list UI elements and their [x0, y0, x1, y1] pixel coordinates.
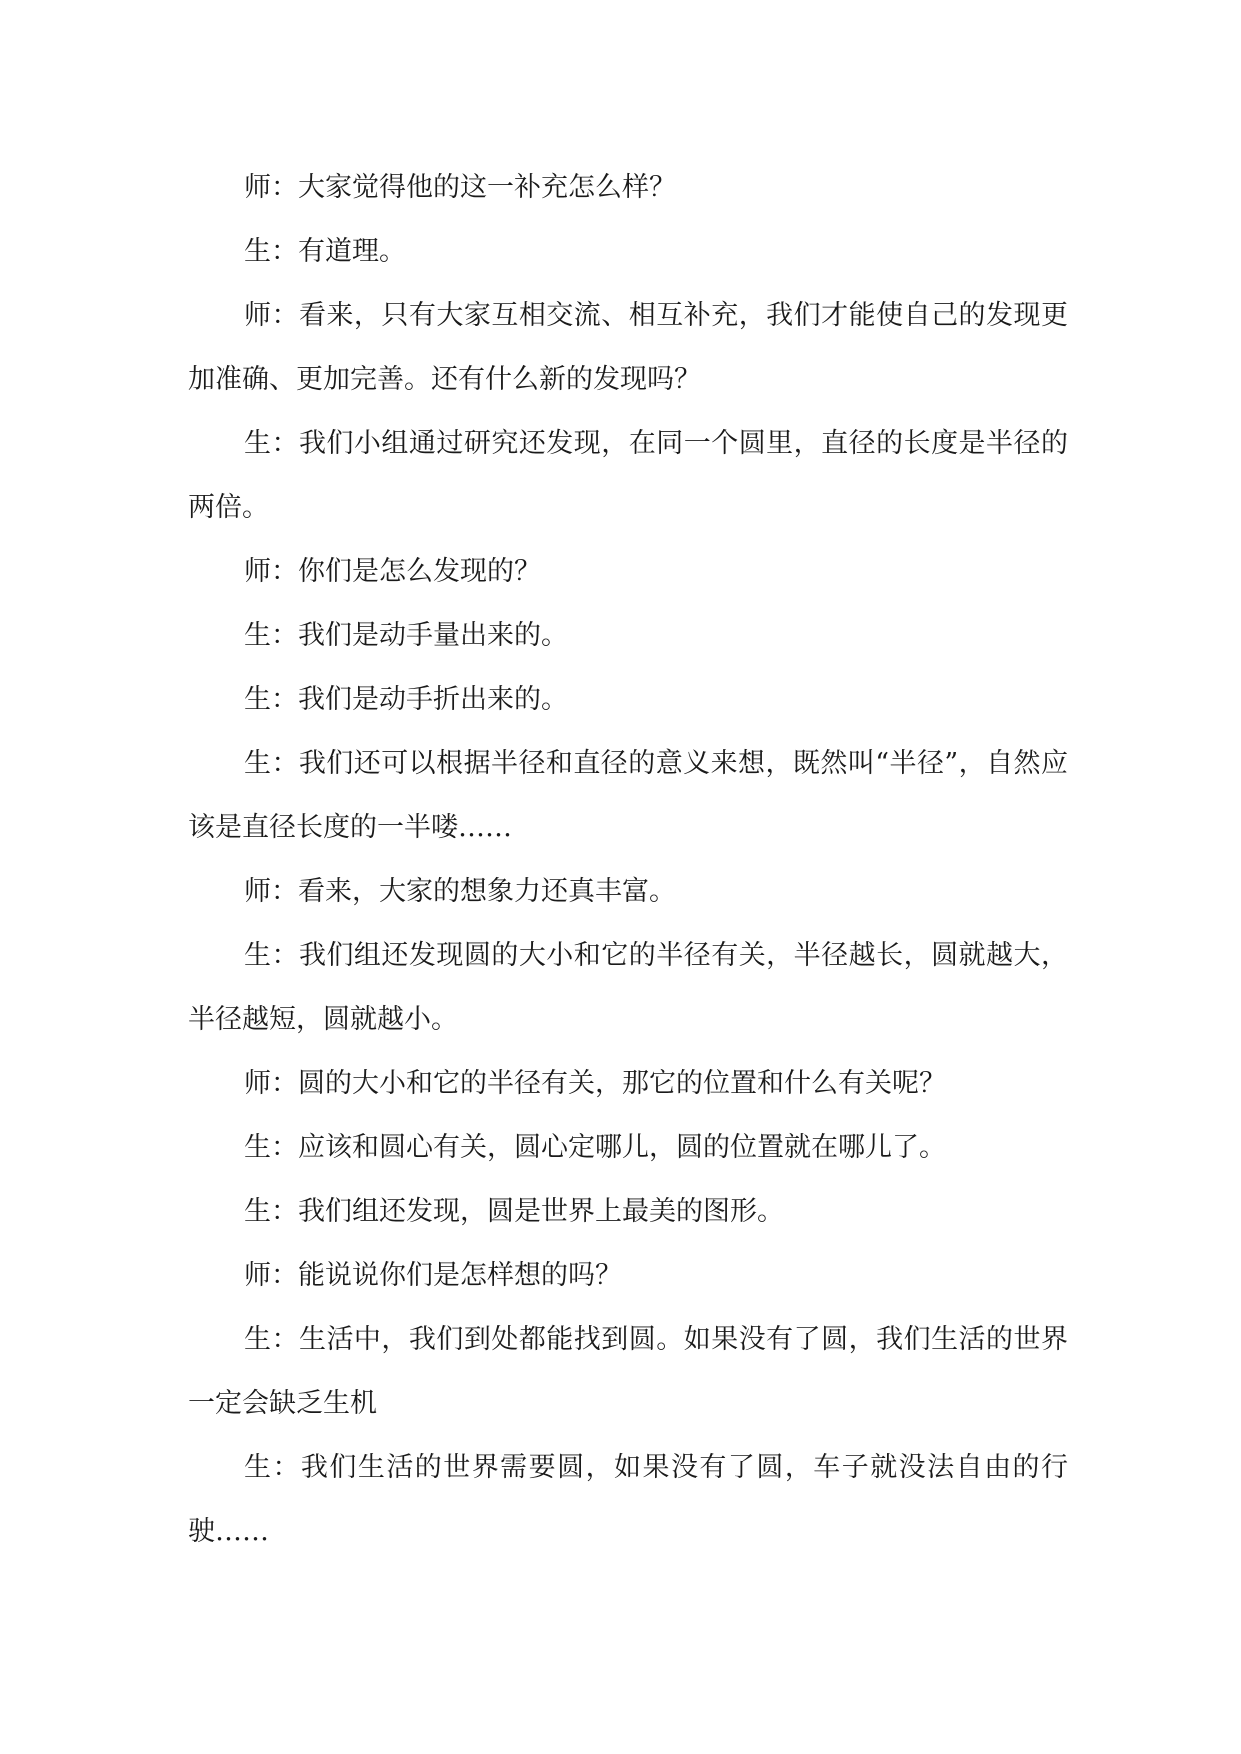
paragraph: 师：圆的大小和它的半径有关，那它的位置和什么有关呢？ — [244, 1068, 946, 1099]
paragraph: 师：看来，大家的想象力还真丰富。 — [244, 876, 676, 907]
paragraph: 生：有道理。 — [244, 236, 406, 267]
paragraph: 生：我们组还发现，圆是世界上最美的图形。 — [244, 1196, 784, 1227]
paragraph: 生：应该和圆心有关，圆心定哪儿，圆的位置就在哪儿了。 — [244, 1132, 946, 1163]
paragraph: 师：你们是怎么发现的？ — [244, 556, 541, 587]
paragraph: 师：大家觉得他的这一补充怎么样？ — [244, 172, 676, 203]
paragraph: 生：我们生活的世界需要圆，如果没有了圆，车子就没法自由的行驶…… — [188, 1452, 1068, 1547]
paragraph: 生：我们是动手折出来的。 — [244, 684, 568, 715]
paragraph: 师：看来，只有大家互相交流、相互补充，我们才能使自己的发现更加准确、更加完善。还有什么新的发现吗？ — [188, 300, 1068, 395]
paragraph: 生：我们组还发现圆的大小和它的半径有关，半径越长，圆就越大，半径越短，圆就越小。 — [188, 940, 1068, 1035]
paragraph: 生：我们是动手量出来的。 — [244, 620, 568, 651]
dialogue-text — [188, 156, 1068, 1564]
paragraph: 生：我们还可以根据半径和直径的意义来想，既然叫“半径”，自然应该是直径长度的一半喽…… — [188, 748, 1068, 843]
paragraph: 生：我们小组通过研究还发现，在同一个圆里，直径的长度是半径的两倍。 — [188, 428, 1068, 523]
paragraph: 师：能说说你们是怎样想的吗？ — [244, 1260, 622, 1291]
paragraph: 生：生活中，我们到处都能找到圆。如果没有了圆，我们生活的世界一定会缺乏生机 — [188, 1324, 1068, 1419]
